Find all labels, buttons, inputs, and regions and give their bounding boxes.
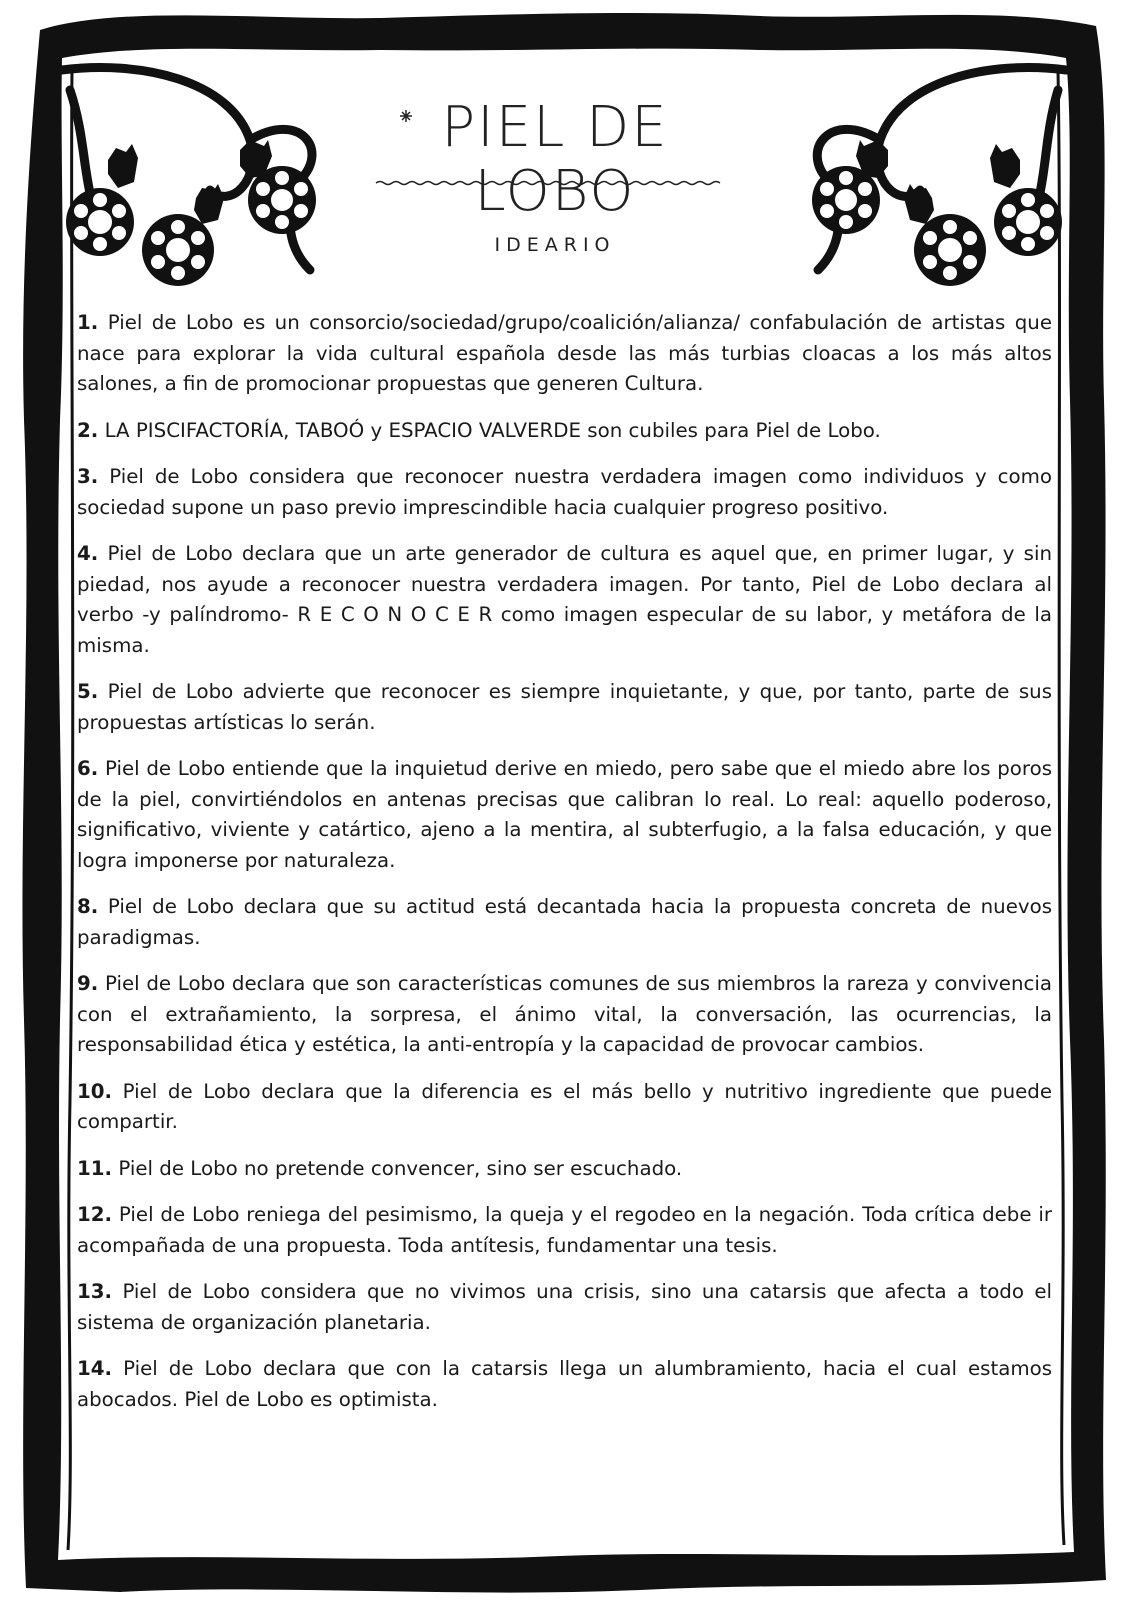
article-text: Piel de Lobo reniega del pesimismo, la queja y el regodeo en la negación. Toda crítica debe ir acompañada de una propuesta. Toda antítesis, fundamentar una tesis. xyxy=(77,1203,1052,1257)
page-subtitle: IDEARIO xyxy=(494,234,616,256)
header xyxy=(370,96,740,256)
article-item xyxy=(77,754,1052,876)
article-text: Piel de Lobo es un consorcio/sociedad/grupo/coalición/alianza/ confabulación de artistas que nace para explorar la vida cultural española desde las más turbias cloacas a los más altos salones, a fin de promocionar propuestas que generen Cultura. xyxy=(77,311,1052,395)
article-number: 10. xyxy=(77,1079,113,1103)
article-number: 8. xyxy=(77,895,99,918)
article-number: 6. xyxy=(77,757,99,780)
article-item xyxy=(77,539,1052,661)
article-item xyxy=(77,1154,1052,1185)
left-wheel-1 xyxy=(66,188,134,256)
article-number: 5. xyxy=(77,680,99,703)
article-number: 11. xyxy=(77,1156,113,1180)
left-wolf-head-2 xyxy=(194,184,224,224)
article-number: 3. xyxy=(77,465,99,488)
article-item xyxy=(77,892,1052,953)
article-text: Piel de Lobo advierte que reconocer es siempre inquietante, y que, por tanto, parte de sus propuestas artísticas lo serán. xyxy=(77,680,1052,734)
article-item xyxy=(77,1077,1052,1138)
article-item xyxy=(77,462,1052,523)
article-item xyxy=(77,1354,1052,1415)
article-item xyxy=(77,308,1052,400)
article-item xyxy=(77,416,1052,447)
right-wheel-2 xyxy=(914,214,986,286)
left-wheel-2 xyxy=(142,214,214,286)
article-number: 14. xyxy=(77,1357,113,1380)
article-item xyxy=(77,1200,1052,1261)
left-wolf-head-1 xyxy=(108,144,138,188)
right-wolf-head-2 xyxy=(904,184,934,224)
article-list xyxy=(77,308,1052,1431)
article-number: 13. xyxy=(77,1280,113,1303)
article-number: 1. xyxy=(77,311,99,334)
right-wolf-head-1 xyxy=(990,144,1020,188)
article-number: 9. xyxy=(77,972,99,995)
article-text: Piel de Lobo declara que son características comunes de sus miembros la rareza y convivencia con el extrañamiento, la sorpresa, el ánimo vital, la conversación, las ocurrencias, la responsabilidad ética y estética, la anti-entropía y la capacidad de provocar cambios. xyxy=(77,972,1052,1056)
article-text: Piel de Lobo declara que con la catarsis llega un alumbramiento, hacia el cual estamos abocados. Piel de Lobo es optimista. xyxy=(77,1357,1053,1411)
article-text: Piel de Lobo considera que reconocer nuestra verdadera imagen como individuos y como sociedad supone un paso previo imprescindible hacia cualquier progreso positivo. xyxy=(77,465,1052,519)
article-text: Piel de Lobo entiende que la inquietud derive en miedo, pero sabe que el miedo abre los poros de la piel, convirtiéndolos en antenas precisas que calibran lo real. Lo real: aquello poderoso, significativo, viviente y catártico, ajeno a la mentira, al subterfugio, a la falsa educación, y que logra imponerse por naturaleza. xyxy=(77,757,1052,872)
article-text: Piel de Lobo no pretende convencer, sino ser escuchado. xyxy=(118,1156,683,1180)
article-text: Piel de Lobo declara que un arte generador de cultura es aquel que, en primer lugar, y sin piedad, nos ayude a reconocer nuestra verdadera imagen. Por tanto, Piel de Lobo declara al verbo -y palíndromo- R E C O N O C E R como imagen especular de su labor, y metáfora de la misma. xyxy=(77,542,1053,657)
article-item xyxy=(77,969,1052,1061)
article-item xyxy=(77,1277,1052,1338)
article-number: 12. xyxy=(77,1203,113,1226)
right-wheel-1 xyxy=(994,188,1062,256)
article-text: Piel de Lobo declara que su actitud está decantada hacia la propuesta concreta de nuevos paradigmas. xyxy=(77,895,1052,949)
article-text: LA PISCIFACTORÍA, TABOÓ y ESPACIO VALVERDE son cubiles para Piel de Lobo. xyxy=(104,418,881,442)
article-number: 2. xyxy=(77,418,99,442)
article-text: Piel de Lobo declara que la diferencia es el más bello y nutritivo ingrediente que puede compartir. xyxy=(77,1079,1052,1133)
article-number: 4. xyxy=(77,542,99,565)
article-item xyxy=(77,677,1052,738)
page-title: PIEL DE LOBO xyxy=(441,95,669,224)
article-text: Piel de Lobo considera que no vivimos una crisis, sino una catarsis que afecta a todo el sistema de organización planetaria. xyxy=(77,1280,1052,1334)
